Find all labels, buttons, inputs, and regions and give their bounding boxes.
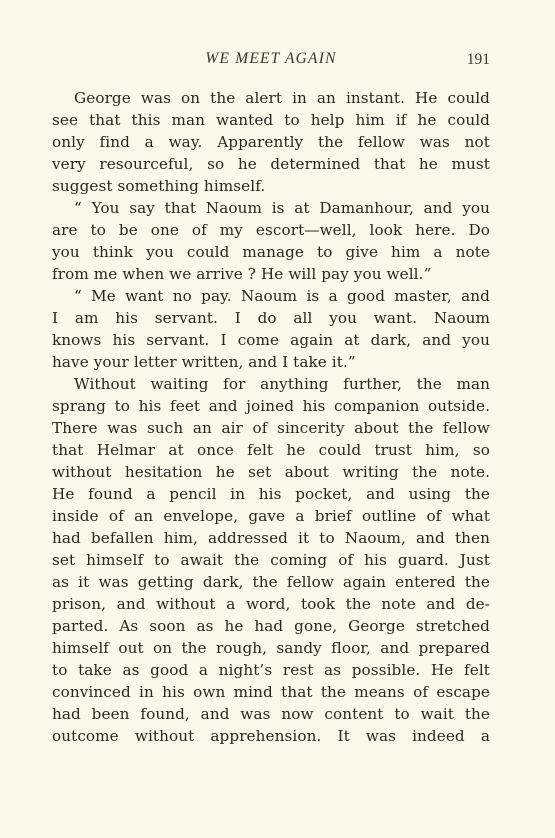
text-line: “ You say that Naoum is at Damanhour, and you bbox=[74, 199, 490, 217]
body-text bbox=[52, 87, 490, 747]
text-line: very resourceful, so he determined that he must bbox=[52, 155, 490, 173]
text-line: from me when we arrive ? He will pay you well.” bbox=[52, 265, 432, 283]
text-line: are to be one of my escort—well, look here. Do bbox=[52, 221, 490, 239]
text-line: set himself to await the coming of his guard. Just bbox=[52, 551, 490, 569]
text-line: convinced in his own mind that the means of escape bbox=[52, 683, 490, 701]
text-line: only find a way. Apparently the fellow was not bbox=[52, 133, 490, 151]
text-line: He found a pencil in his pocket, and using the bbox=[52, 485, 490, 503]
text-line: see that this man wanted to help him if he could bbox=[52, 111, 490, 129]
text-line: you think you could manage to give him a note bbox=[52, 243, 490, 261]
text-line: had been found, and was now content to wait the bbox=[52, 705, 490, 723]
text-line: There was such an air of sincerity about the fellow bbox=[52, 419, 490, 437]
running-header bbox=[52, 50, 490, 74]
text-line: inside of an envelope, gave a brief outline of what bbox=[52, 507, 490, 525]
text-line: “ Me want no pay. Naoum is a good master, and bbox=[74, 287, 490, 305]
text-line: have your letter written, and I take it.” bbox=[52, 353, 356, 371]
running-title: WE MEET AGAIN bbox=[205, 50, 337, 67]
text-line: I am his servant. I do all you want. Naoum bbox=[52, 309, 490, 327]
text-line: had befallen him, addressed it to Naoum, and then bbox=[52, 529, 490, 547]
text-line: outcome without apprehension. It was indeed a bbox=[52, 727, 490, 745]
text-line: Without waiting for anything further, the man bbox=[74, 375, 490, 393]
text-line: to take as good a night’s rest as possible. He felt bbox=[52, 661, 490, 679]
text-line: George was on the alert in an instant. He could bbox=[74, 89, 490, 107]
text-line: himself out on the rough, sandy floor, and prepared bbox=[52, 639, 490, 657]
text-line: that Helmar at once felt he could trust him, so bbox=[52, 441, 490, 459]
text-line: sprang to his feet and joined his companion outside. bbox=[52, 397, 490, 415]
text-line: suggest something himself. bbox=[52, 177, 266, 195]
text-line: prison, and without a word, took the note and de- bbox=[52, 595, 490, 613]
text-line: without hesitation he set about writing the note. bbox=[52, 463, 490, 481]
text-line: as it was getting dark, the fellow again entered the bbox=[52, 573, 490, 591]
text-line: parted. As soon as he had gone, George stretched bbox=[52, 617, 490, 635]
page-number: 191 bbox=[466, 51, 490, 68]
text-line: knows his servant. I come again at dark, and you bbox=[52, 331, 490, 349]
